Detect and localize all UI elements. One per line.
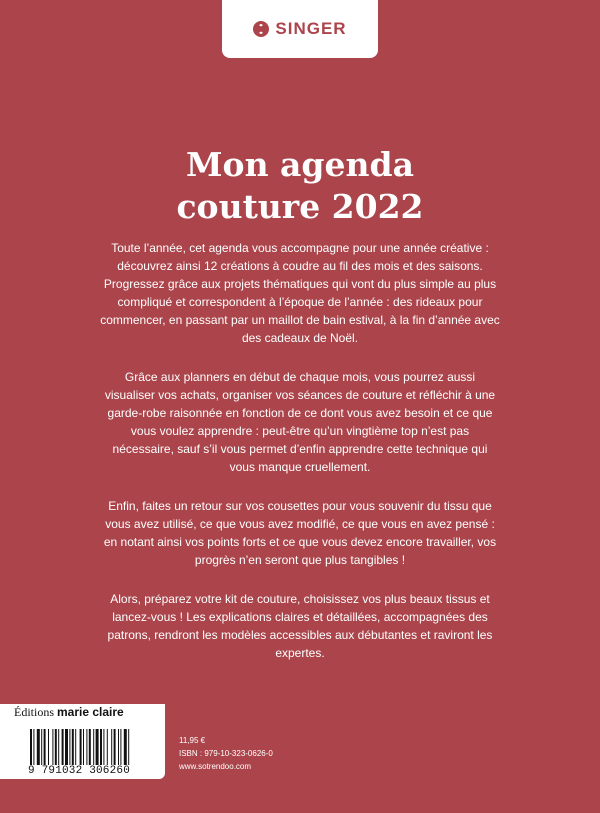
title-line-1: Mon agenda: [186, 145, 414, 184]
paragraph-4: Alors, préparez votre kit de couture, choisissez vos plus beaux tissus et lancez-vous ! Les explications claires et détaillées, accompagnées des patrons, rendront les modèles accessibles aux débutantes et raviront les expertes.: [107, 592, 493, 660]
paragraph-1: Toute l’année, cet agenda vous accompagne pour une année créative : découvrez ainsi 12 créations à coudre au fil des mois et des saisons. Progressez grâce aux projets thématiques qui vont du plus simple au plus compliqué et correspondent à l’époque de l’année : des rideaux pour commencer, en passant par un maillot de bain estival, à la fin d’année avec des cadeaux de Noël.: [100, 241, 500, 345]
isbn: ISBN : 979-10-323-0626-0: [179, 749, 273, 758]
singer-logo: [222, 0, 378, 58]
brand-name: SINGER: [275, 19, 347, 38]
book-title: [0, 144, 600, 228]
publisher-prefix: Éditions: [14, 705, 55, 719]
publisher-label: [0, 704, 165, 721]
price: 11,95 €: [179, 736, 206, 745]
website: www.sotrendoo.com: [179, 762, 252, 771]
barcode-number: 9 791032 306260: [28, 765, 131, 777]
back-cover-text: [100, 239, 500, 683]
barcode-panel: [0, 721, 165, 779]
barcode-icon: [30, 729, 158, 765]
paragraph-3: Enfin, faites un retour sur vos cousettes pour vous souvenir du tissu que vous avez utilisé, ce que vous avez modifié, ce que vous en avez pensé : en notant ainsi vos points forts et ce que vous devez encore travailler, vos progrès n’en seront que plus tangibles !: [103, 499, 497, 567]
title-line-2: couture 2022: [176, 187, 424, 226]
singer-s-icon: [253, 21, 269, 37]
publisher-name: marie claire: [57, 705, 124, 719]
book-info: [179, 734, 273, 773]
paragraph-2: Grâce aux planners en début de chaque mois, vous pourrez aussi visualiser vos achats, organiser vos séances de couture et réfléchir à une garde-robe raisonnée en fonction de ce dont vous avez besoin et ce que vous voulez apprendre : peut-être qu’un vingtième top n’est pas nécessaire, sauf s’il vous permet d’enfin apprendre cette technique qui vous manque cruellement.: [104, 370, 496, 474]
